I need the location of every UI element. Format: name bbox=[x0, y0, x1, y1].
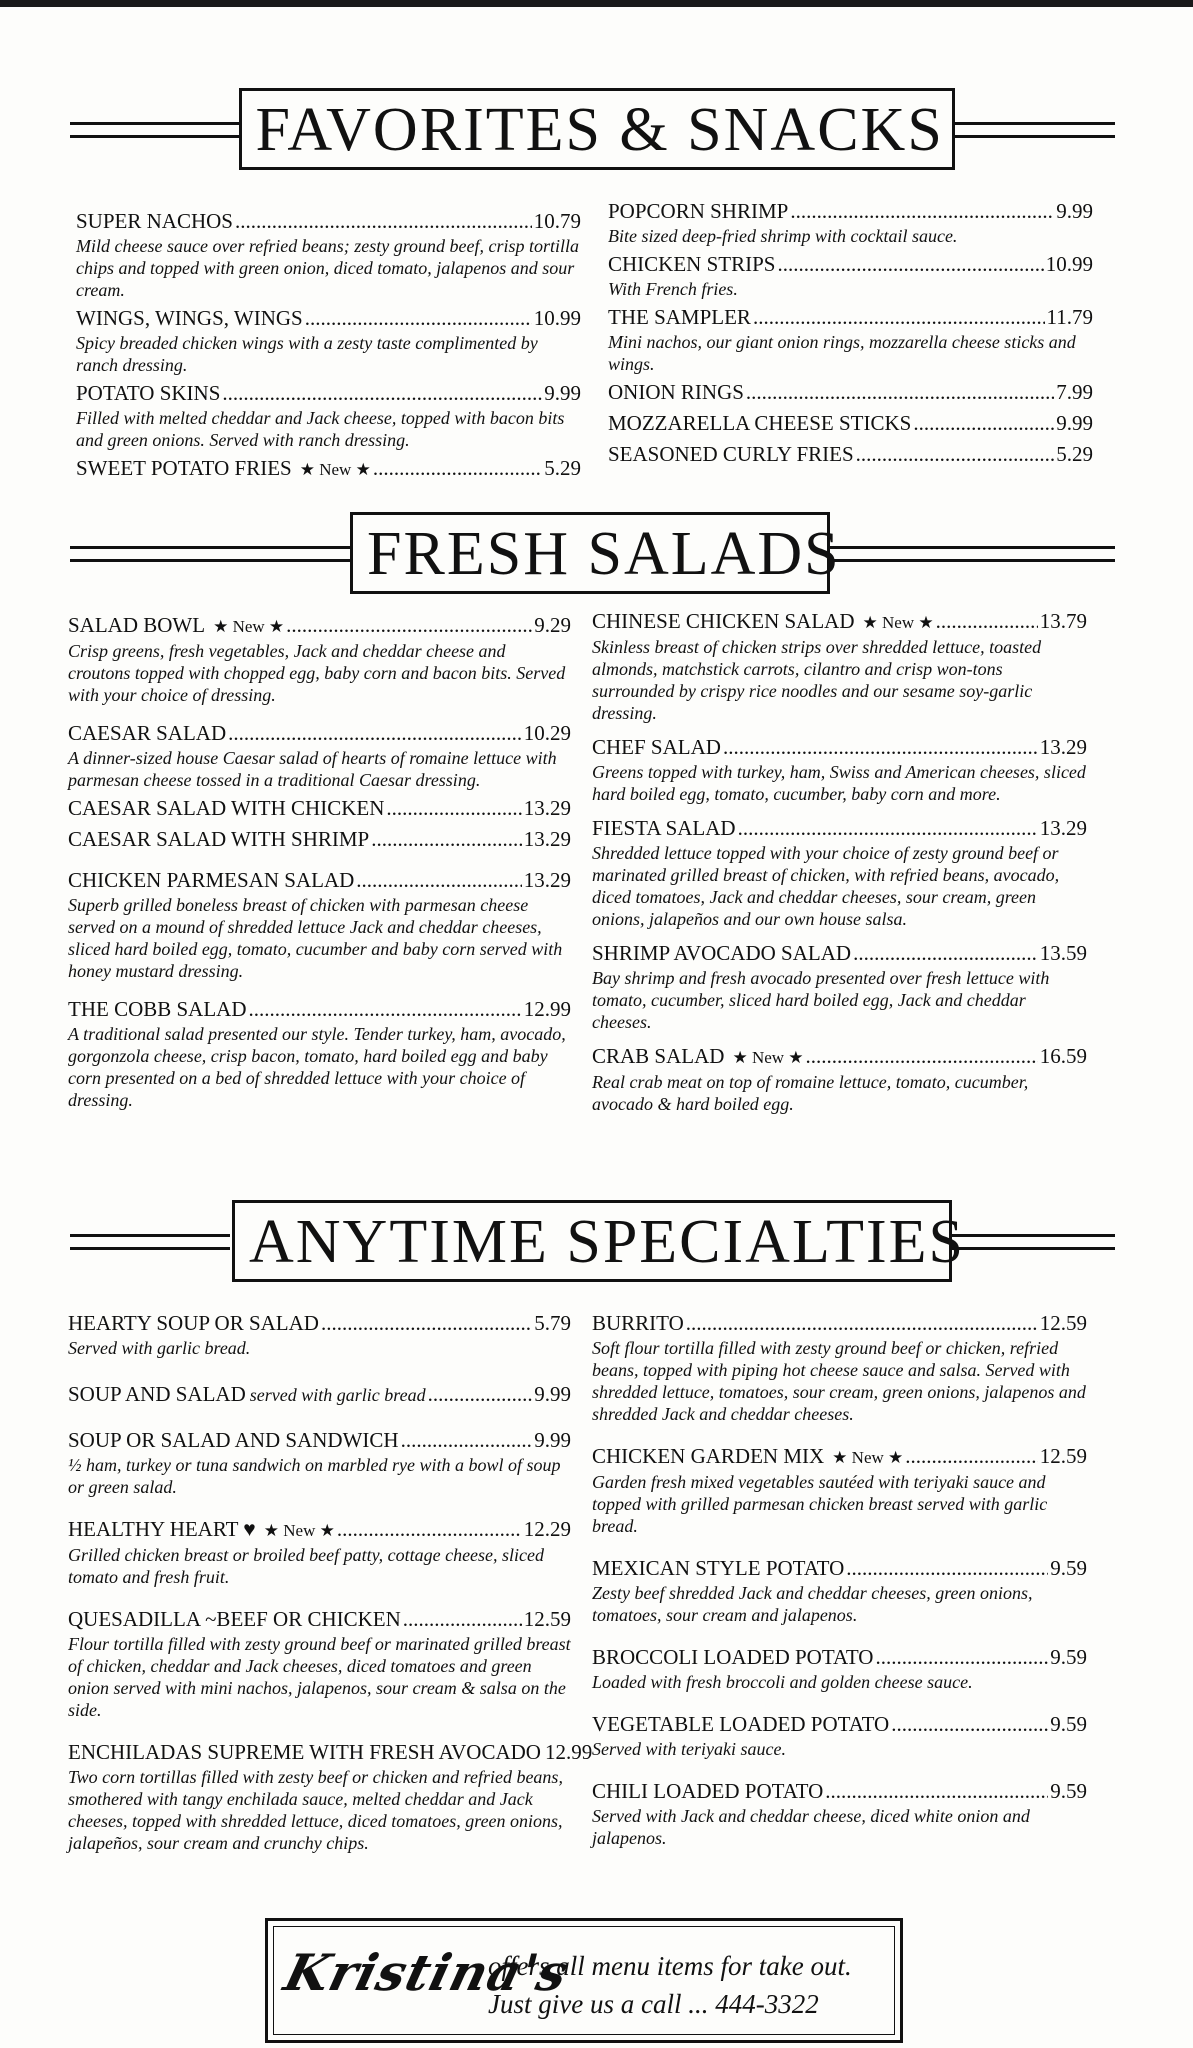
item-name: CAESAR SALAD bbox=[68, 721, 227, 745]
item-price: 13.29 bbox=[1039, 735, 1087, 759]
dot-leader bbox=[228, 720, 522, 747]
item-name: QUESADILLA ~BEEF OR CHICKEN bbox=[68, 1607, 401, 1631]
item-name: SEASONED CURLY FRIES bbox=[608, 442, 854, 466]
item-name: ENCHILADAS SUPREME WITH FRESH AVOCADO bbox=[68, 1740, 541, 1764]
kristinas-logo: Kristina's bbox=[278, 1943, 575, 2002]
menu-item bbox=[68, 1310, 571, 1359]
menu-item-line bbox=[592, 1711, 1087, 1738]
takeout-line-1: offers all menu items for take out. bbox=[488, 1951, 852, 1981]
menu-item bbox=[68, 1606, 571, 1721]
dot-leader bbox=[386, 795, 521, 822]
menu-item bbox=[592, 815, 1087, 930]
item-description: Mini nachos, our giant onion rings, mozzarella cheese sticks and wings. bbox=[608, 332, 1076, 374]
menu-item bbox=[592, 1043, 1087, 1115]
menu-item bbox=[608, 251, 1093, 300]
menu-item bbox=[68, 1381, 571, 1409]
menu-item-line bbox=[68, 795, 571, 822]
item-description: Skinless breast of chicken strips over shredded lettuce, toasted almonds, matchstick carrots, cilantro and crisp won-tons surrounded by crispy rice noodles and our sesame soy-garlic dressing. bbox=[592, 637, 1042, 723]
dot-leader bbox=[373, 455, 542, 482]
menu-item bbox=[608, 304, 1093, 375]
menu-item bbox=[68, 612, 571, 706]
menu-item-line bbox=[608, 410, 1093, 437]
menu-item bbox=[68, 795, 571, 822]
item-price: 5.29 bbox=[544, 456, 581, 480]
dot-leader bbox=[746, 379, 1054, 406]
item-name: CHICKEN GARDEN MIX bbox=[592, 1444, 825, 1468]
item-description: Mild cheese sauce over refried beans; zesty ground beef, crisp tortilla chips and topped with green onion, diced tomato, jalapenos and sour cream. bbox=[76, 236, 580, 300]
dot-leader bbox=[856, 441, 1055, 468]
item-description: A traditional salad presented our style. Tender turkey, ham, avocado, gorgonzola cheese, crisp bacon, tomato, hard boiled egg and baby corn presented on a bed of shredded lettuce with your choice of dressing. bbox=[68, 1024, 566, 1110]
dot-leader bbox=[305, 305, 532, 332]
item-name: CHINESE CHICKEN SALAD bbox=[592, 609, 855, 633]
new-badge: ★ New ★ bbox=[213, 617, 285, 636]
menu-item-line bbox=[592, 815, 1087, 842]
left-column bbox=[68, 1310, 593, 1858]
item-description: Served with garlic bread. bbox=[68, 1338, 251, 1358]
item-description: Served with Jack and cheddar cheese, diced white onion and jalapenos. bbox=[592, 1806, 1030, 1848]
item-price: 9.59 bbox=[1050, 1712, 1087, 1736]
header-rule-left bbox=[70, 1234, 230, 1250]
item-price: 13.29 bbox=[523, 796, 571, 820]
menu-item bbox=[76, 380, 581, 451]
header-rule-left bbox=[70, 546, 350, 562]
header-rule-right bbox=[825, 546, 1115, 562]
item-name: SOUP OR SALAD AND SANDWICH bbox=[68, 1428, 399, 1452]
menu-item bbox=[592, 734, 1087, 805]
item-name: VEGETABLE LOADED POTATO bbox=[592, 1712, 890, 1736]
menu-item-line bbox=[592, 1644, 1087, 1671]
item-name: CHEF SALAD bbox=[592, 735, 721, 759]
item-name: POTATO SKINS bbox=[76, 381, 221, 405]
item-description: Filled with melted cheddar and Jack cheese, topped with bacon bits and green onions. Served with ranch dressing. bbox=[76, 408, 565, 450]
menu-item-line bbox=[76, 455, 581, 483]
menu-item bbox=[76, 208, 581, 301]
menu-item bbox=[608, 410, 1093, 437]
menu-item-line bbox=[68, 1516, 571, 1544]
item-price: 9.59 bbox=[1050, 1556, 1087, 1580]
section-title: FRESH SALADS bbox=[350, 512, 830, 594]
item-price: 16.59 bbox=[1039, 1044, 1087, 1068]
item-name: MEXICAN STYLE POTATO bbox=[592, 1556, 845, 1580]
item-name: THE SAMPLER bbox=[608, 305, 751, 329]
menu-item bbox=[76, 455, 581, 483]
item-price: 7.99 bbox=[1056, 380, 1093, 404]
item-name: ONION RINGS bbox=[608, 380, 744, 404]
dot-leader bbox=[913, 410, 1054, 437]
item-description: Shredded lettuce topped with your choice of zesty ground beef or marinated grilled breast of chicken, with refried beans, avocado, diced tomatoes, Jack and cheddar cheeses, sour cream, green onions, jalapeños and our own house salsa. bbox=[592, 843, 1060, 929]
menu-item-line bbox=[76, 305, 581, 332]
item-price: 9.59 bbox=[1050, 1645, 1087, 1669]
menu-item-line bbox=[592, 1443, 1087, 1471]
menu-item bbox=[592, 1644, 1087, 1693]
dot-leader bbox=[853, 940, 1038, 967]
item-name: CHILI LOADED POTATO bbox=[592, 1779, 824, 1803]
item-description: Grilled chicken breast or broiled beef patty, cottage cheese, sliced tomato and fresh fruit. bbox=[68, 1545, 545, 1587]
item-name: THE COBB SALAD bbox=[68, 997, 247, 1021]
item-description: Bay shrimp and fresh avocado presented over fresh lettuce with tomato, cucumber, sliced hard boiled egg, Jack and cheddar cheeses. bbox=[592, 968, 1050, 1032]
item-price: 12.99 bbox=[544, 1740, 593, 1764]
item-name: SOUP AND SALAD bbox=[68, 1382, 246, 1406]
dot-leader bbox=[790, 198, 1054, 225]
menu-item bbox=[592, 608, 1087, 724]
item-name: CHICKEN PARMESAN SALAD bbox=[68, 868, 355, 892]
menu-item bbox=[68, 1739, 593, 1854]
takeout-box bbox=[265, 1918, 903, 2043]
menu-item bbox=[592, 1310, 1087, 1425]
item-price: 9.59 bbox=[1050, 1779, 1087, 1803]
item-description: Crisp greens, fresh vegetables, Jack and cheddar cheese and croutons topped with chopped egg, baby corn and bacon bits. Served with your choice of dressing. bbox=[68, 641, 566, 705]
header-rule-right bbox=[945, 1234, 1115, 1250]
item-description: Spicy breaded chicken wings with a zesty taste complimented by ranch dressing. bbox=[76, 333, 538, 375]
menu-item bbox=[608, 198, 1093, 247]
menu-item bbox=[592, 1711, 1087, 1760]
item-price: 13.29 bbox=[1039, 816, 1087, 840]
dot-leader bbox=[846, 1555, 1048, 1582]
item-name: CAESAR SALAD WITH SHRIMP bbox=[68, 827, 370, 851]
item-name: SHRIMP AVOCADO SALAD bbox=[592, 941, 852, 965]
menu-item bbox=[592, 1778, 1087, 1849]
new-badge: ★ New ★ bbox=[299, 460, 371, 479]
item-description: Superb grilled boneless breast of chicken with parmesan cheese served on a mound of shredded lettuce Jack and cheddar cheeses, sliced hard boiled egg, tomato, cucumber and baby corn served with honey mustard dressing. bbox=[68, 895, 563, 981]
dot-leader bbox=[337, 1516, 522, 1543]
left-column bbox=[76, 208, 581, 487]
new-badge: ★ New ★ bbox=[862, 613, 934, 632]
dot-leader bbox=[891, 1711, 1048, 1738]
menu-item-line bbox=[68, 1606, 571, 1633]
section-favorites bbox=[0, 88, 1193, 480]
item-description: Flour tortilla filled with zesty ground beef or marinated grilled breast of chicken, cheddar and Jack cheeses, diced tomatoes and green onion served with mini nachos, jalapenos, sour cream & salsa on the side. bbox=[68, 1634, 571, 1720]
menu-item-line bbox=[68, 1310, 571, 1337]
menu-item-line bbox=[592, 1310, 1087, 1337]
header-rule-right bbox=[935, 122, 1115, 138]
item-name: SUPER NACHOS bbox=[76, 209, 233, 233]
menu-item-line bbox=[608, 198, 1093, 225]
dot-leader bbox=[401, 1427, 533, 1454]
menu-item-line bbox=[68, 612, 571, 640]
dot-leader bbox=[686, 1310, 1038, 1337]
dot-leader bbox=[428, 1381, 533, 1408]
item-price: 9.99 bbox=[534, 1428, 571, 1452]
item-name: WINGS, WINGS, WINGS bbox=[76, 306, 303, 330]
menu-item bbox=[68, 1516, 571, 1588]
item-name: MOZZARELLA CHEESE STICKS bbox=[608, 411, 912, 435]
menu-item bbox=[68, 1427, 571, 1498]
menu-item-line bbox=[592, 734, 1087, 761]
item-price: 13.79 bbox=[1039, 609, 1087, 633]
item-price: 9.29 bbox=[534, 613, 571, 637]
section-header bbox=[0, 512, 1193, 608]
menu-item bbox=[592, 940, 1087, 1033]
dot-leader bbox=[825, 1778, 1048, 1805]
dot-leader bbox=[371, 826, 522, 853]
item-price: 12.59 bbox=[1039, 1311, 1087, 1335]
dot-leader bbox=[249, 996, 522, 1023]
item-price: 12.59 bbox=[523, 1607, 571, 1631]
item-price: 11.79 bbox=[1046, 305, 1093, 329]
new-badge: ★ New ★ bbox=[263, 1521, 335, 1540]
menu-item-line bbox=[68, 1427, 571, 1454]
item-name: BURRITO bbox=[592, 1311, 684, 1335]
new-badge: ★ New ★ bbox=[732, 1048, 804, 1067]
dot-leader bbox=[356, 867, 521, 894]
dot-leader bbox=[875, 1644, 1048, 1671]
menu-item-line bbox=[608, 304, 1093, 331]
menu-item-line bbox=[608, 251, 1093, 278]
dot-leader bbox=[403, 1606, 522, 1633]
item-description: Loaded with fresh broccoli and golden cheese sauce. bbox=[592, 1672, 973, 1692]
item-description: Bite sized deep-fried shrimp with cocktail sauce. bbox=[608, 226, 958, 246]
section-title: FAVORITES & SNACKS bbox=[239, 88, 955, 170]
left-column bbox=[68, 612, 571, 1115]
item-description: With French fries. bbox=[608, 279, 738, 299]
section-salads bbox=[0, 512, 1193, 1114]
item-price: 9.99 bbox=[534, 1382, 571, 1406]
dot-leader bbox=[723, 734, 1038, 761]
item-price: 5.79 bbox=[534, 1311, 571, 1335]
menu-item-line bbox=[592, 1555, 1087, 1582]
new-badge: ★ New ★ bbox=[832, 1448, 904, 1467]
menu-item bbox=[592, 1555, 1087, 1626]
section-title: ANYTIME SPECIALTIES bbox=[232, 1200, 952, 1282]
section-header bbox=[0, 1200, 1193, 1296]
item-name: SALAD BOWL bbox=[68, 613, 206, 637]
dot-leader bbox=[286, 612, 532, 639]
menu-item-line bbox=[608, 379, 1093, 406]
item-subtitle: served with garlic bread bbox=[249, 1385, 426, 1405]
item-name: SWEET POTATO FRIES bbox=[76, 456, 292, 480]
dot-leader bbox=[905, 1443, 1037, 1470]
menu-item bbox=[68, 826, 571, 853]
header-rule-left bbox=[70, 122, 250, 138]
item-description: Served with teriyaki sauce. bbox=[592, 1739, 786, 1759]
item-description: Zesty beef shredded Jack and cheddar cheeses, green onions, tomatoes, sour cream and jalapenos. bbox=[592, 1583, 1033, 1625]
menu-item-line bbox=[76, 380, 581, 407]
item-price: 13.29 bbox=[523, 868, 571, 892]
section-header bbox=[0, 88, 1193, 184]
item-price: 12.29 bbox=[523, 1517, 571, 1541]
menu-item bbox=[68, 867, 571, 982]
menu-item-line bbox=[592, 1778, 1087, 1805]
dot-leader bbox=[753, 304, 1045, 331]
right-column bbox=[608, 198, 1093, 472]
menu-item-line bbox=[68, 826, 571, 853]
item-description: Greens topped with turkey, ham, Swiss and American cheeses, sliced hard boiled egg, tomato, cucumber, baby corn and more. bbox=[592, 762, 1086, 804]
menu-item-line bbox=[76, 208, 581, 235]
dot-leader bbox=[777, 251, 1043, 278]
item-name: HEALTHY HEART ♥ bbox=[68, 1517, 256, 1541]
item-price: 10.29 bbox=[523, 721, 571, 745]
item-price: 10.79 bbox=[533, 209, 581, 233]
section-specialties bbox=[0, 1200, 1193, 1853]
right-column bbox=[592, 1310, 1087, 1853]
item-price: 10.99 bbox=[1045, 252, 1093, 276]
menu-item bbox=[608, 441, 1093, 468]
takeout-line-2: Just give us a call ... 444-3322 bbox=[488, 1989, 819, 2019]
item-name: FIESTA SALAD bbox=[592, 816, 736, 840]
item-price: 9.99 bbox=[544, 381, 581, 405]
item-description: Soft flour tortilla filled with zesty ground beef or chicken, refried beans, topped with piping hot cheese sauce and salsa. Served with shredded lettuce, tomatoes, sour cream, green onions, jalapenos and shredded Jack and cheddar cheeses. bbox=[592, 1338, 1086, 1424]
menu-item-line bbox=[68, 996, 571, 1023]
menu-item bbox=[76, 305, 581, 376]
item-description: Garden fresh mixed vegetables sautéed with teriyaki sauce and topped with grilled parmesan chicken breast served with garlic bread. bbox=[592, 1472, 1048, 1536]
dot-leader bbox=[222, 380, 542, 407]
right-column bbox=[592, 608, 1087, 1119]
menu-item bbox=[608, 379, 1093, 406]
item-name: BROCCOLI LOADED POTATO bbox=[592, 1645, 874, 1669]
dot-leader bbox=[321, 1310, 532, 1337]
item-price: 13.29 bbox=[523, 827, 571, 851]
item-description: A dinner-sized house Caesar salad of hearts of romaine lettuce with parmesan cheese tossed in a traditional Caesar dressing. bbox=[68, 748, 557, 790]
item-price: 9.99 bbox=[1056, 411, 1093, 435]
dot-leader bbox=[936, 608, 1038, 635]
item-description: Two corn tortillas filled with zesty beef or chicken and refried beans, smothered with tangy enchilada sauce, melted cheddar and Jack cheeses, topped with shredded lettuce, diced tomatoes, green onions, jalapeños, sour cream and crunchy chips. bbox=[68, 1767, 563, 1853]
dot-leader bbox=[738, 815, 1038, 842]
menu-item-line bbox=[68, 720, 571, 747]
menu-item bbox=[68, 720, 571, 791]
item-name: CRAB SALAD bbox=[592, 1044, 725, 1068]
dot-leader bbox=[235, 208, 532, 235]
item-price: 9.99 bbox=[1056, 199, 1093, 223]
item-price: 12.59 bbox=[1039, 1444, 1087, 1468]
item-name: POPCORN SHRIMP bbox=[608, 199, 789, 223]
menu-item-line bbox=[608, 441, 1093, 468]
item-name: HEARTY SOUP OR SALAD bbox=[68, 1311, 319, 1335]
menu-item-line bbox=[68, 1739, 593, 1766]
menu-item-line bbox=[68, 1381, 571, 1409]
item-price: 12.99 bbox=[523, 997, 571, 1021]
menu-item-line bbox=[68, 867, 571, 894]
dot-leader bbox=[806, 1043, 1038, 1070]
item-name: CHICKEN STRIPS bbox=[608, 252, 776, 276]
menu-item-line bbox=[592, 940, 1087, 967]
menu-item bbox=[68, 996, 571, 1111]
item-price: 5.29 bbox=[1056, 442, 1093, 466]
item-description: Real crab meat on top of romaine lettuce, tomato, cucumber, avocado & hard boiled egg. bbox=[592, 1072, 1029, 1114]
item-price: 10.99 bbox=[533, 306, 581, 330]
item-price: 13.59 bbox=[1039, 941, 1087, 965]
item-name: CAESAR SALAD WITH CHICKEN bbox=[68, 796, 385, 820]
top-border bbox=[0, 0, 1193, 7]
menu-item-line bbox=[592, 1043, 1087, 1071]
menu-item bbox=[592, 1443, 1087, 1537]
item-description: ½ ham, turkey or tuna sandwich on marbled rye with a bowl of soup or green salad. bbox=[68, 1455, 561, 1497]
menu-item-line bbox=[592, 608, 1087, 636]
